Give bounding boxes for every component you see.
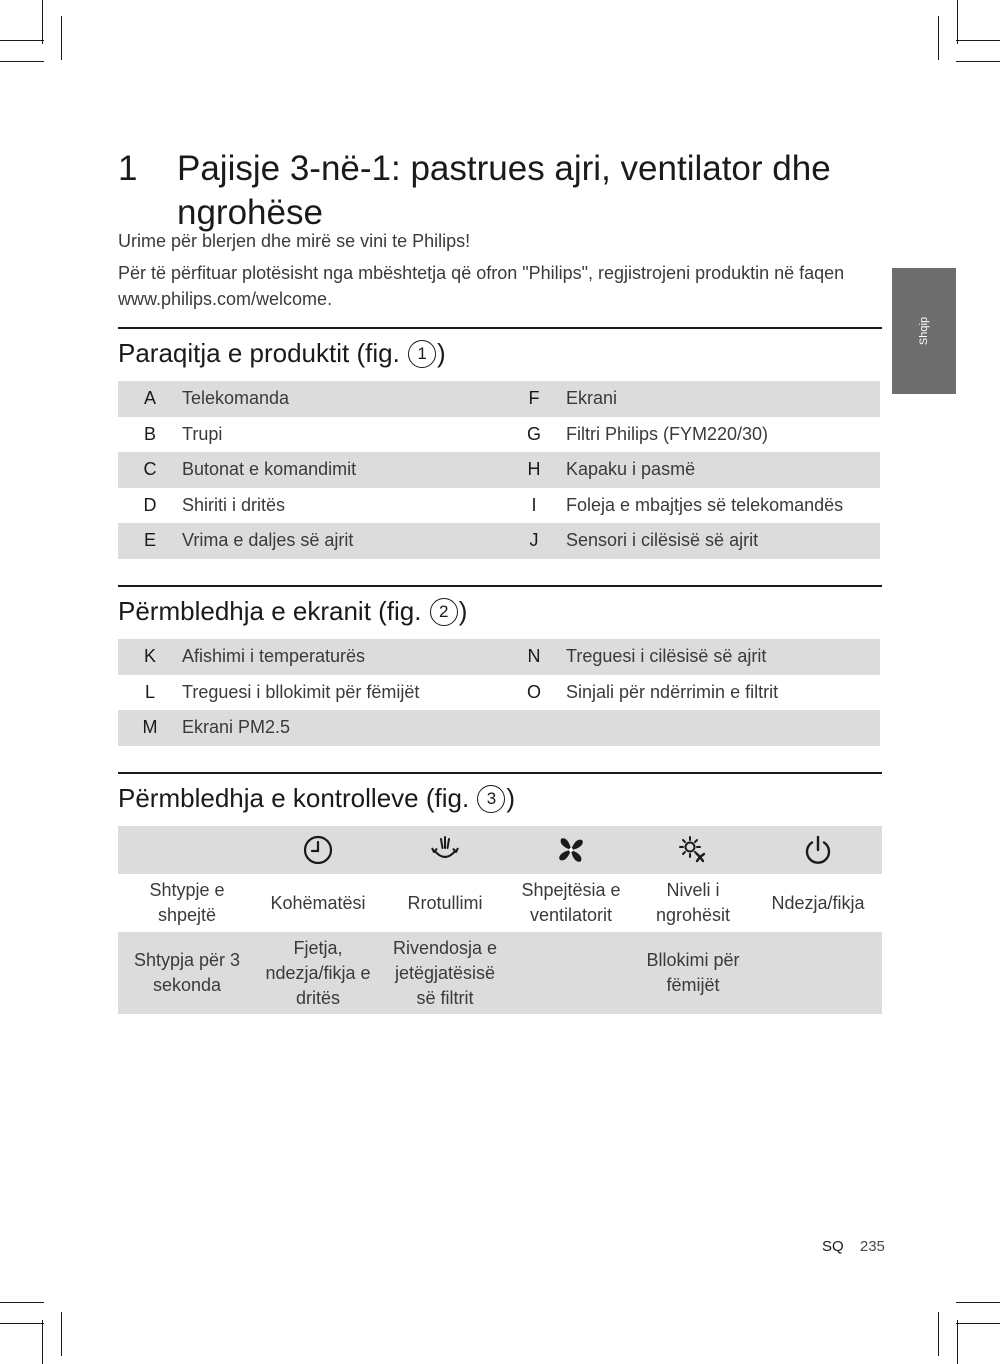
table-cell: Filtri Philips (FYM220/30): [566, 423, 769, 444]
table-cell: Përmbledhja e ekranit (fig.: [118, 596, 422, 626]
table-cell: Treguesi i cilësisë së ajrit: [566, 639, 880, 675]
footer-language: SQ: [822, 1238, 844, 1255]
table-cell: Fjetja, ndezja/fikja e dritës: [256, 932, 380, 1014]
table-cell: Përmbledhja e kontrolleve (fig.: [118, 783, 470, 813]
table-cell: Butonat e komandimit: [182, 452, 502, 488]
table-cell: Ndezja/fikja: [771, 892, 865, 913]
table-cell: J: [502, 523, 566, 559]
table-cell: O: [526, 681, 541, 702]
section-heading: Paraqitja e produktit (fig. 1 ): [118, 338, 446, 368]
fig-number: 3: [477, 785, 505, 813]
fig-number: 1: [408, 340, 436, 368]
table-cell: F: [502, 381, 566, 417]
table-cell: [510, 932, 632, 1014]
table-cell: N: [502, 639, 566, 675]
table-cell: Rrotullimi: [407, 892, 483, 913]
table-row: [118, 452, 880, 488]
crop-mark: [938, 1312, 939, 1356]
intro-line: Urime për blerjen dhe mirë se vini te Philips!: [118, 231, 471, 251]
crop-mark: [956, 61, 1000, 62]
table-cell: Rivendosja e jetëgjatësisë së filtrit: [380, 932, 510, 1014]
crop-mark: [0, 61, 44, 62]
table-cell: A: [118, 381, 182, 417]
table-cell: K: [118, 639, 182, 675]
table-row: [118, 523, 880, 559]
product-legend-table: [118, 381, 880, 559]
table-cell: Ekrani PM2.5: [182, 710, 502, 746]
table-cell: Afishimi i temperaturës: [182, 639, 502, 675]
crop-mark: [42, 1320, 43, 1364]
table-cell: Vrima e daljes së ajrit: [182, 523, 502, 559]
crop-mark: [957, 0, 958, 44]
chapter-number: 1: [118, 149, 138, 189]
table-cell: L: [144, 681, 155, 702]
table-row: [118, 381, 880, 417]
heat-icon: [677, 834, 709, 866]
fan-icon: [555, 834, 587, 866]
crop-mark: [956, 40, 1000, 41]
table-cell: Paraqitja e produktit (fig.: [118, 338, 400, 368]
section-heading: Përmbledhja e kontrolleve (fig. 3 ): [118, 783, 516, 813]
table-cell: [566, 710, 880, 746]
table-cell: Telekomanda: [182, 381, 502, 417]
table-cell: Niveli i ngrohësit: [655, 880, 731, 925]
crop-mark: [0, 1302, 44, 1303]
table-cell: Trupi: [182, 423, 223, 444]
controls-overview-section: [118, 772, 882, 1014]
crop-mark: [957, 1320, 958, 1364]
intro-line: Për të përfituar plotësisht nga mbështetja që ofron "Philips", regjistrojeni produktin në faqen www.philips.com/welcome.: [118, 263, 845, 309]
table-cell: Bllokimi për fëmijët: [632, 932, 754, 1014]
chapter-title-text: Pajisje 3-në-1: pastrues ajri, ventilator dhe ngrohëse: [177, 149, 831, 233]
crop-mark: [956, 1323, 1000, 1324]
crop-mark: [938, 16, 939, 60]
table-row: [118, 488, 880, 524]
table-row: [118, 932, 882, 1014]
table-cell: Ekrani: [566, 381, 880, 417]
page-footer: [822, 1238, 885, 1255]
crop-mark: [42, 0, 43, 44]
power-icon: [802, 834, 834, 866]
crop-mark: [956, 1302, 1000, 1303]
fig-number: 2: [430, 598, 458, 626]
table-row: [118, 675, 880, 711]
table-row: [118, 710, 880, 746]
crop-mark: [0, 40, 44, 41]
table-cell: Sensori i cilësisë së ajrit: [566, 523, 880, 559]
page-number: 235: [859, 1238, 885, 1255]
table-cell: D: [143, 494, 157, 515]
table-cell: H: [502, 452, 566, 488]
table-cell: Foleja e mbajtjes së telekomandës: [566, 494, 844, 515]
table-cell: [502, 710, 566, 746]
crop-mark: [0, 1323, 44, 1324]
row-label: Shtypja për 3 sekonda: [118, 932, 256, 1014]
table-row: [118, 826, 882, 874]
crop-mark: [61, 1312, 62, 1356]
row-label: Shtypje e shpejtë: [149, 880, 225, 925]
table-cell: Shiriti i dritës: [182, 494, 286, 515]
table-row: [118, 417, 880, 453]
display-legend-table: [118, 639, 880, 746]
table-cell: Kohëmatësi: [270, 892, 366, 913]
table-cell: B: [143, 423, 156, 444]
controls-table: [118, 826, 882, 1014]
table-cell: Sinjali për ndërrimin e filtrit: [566, 681, 779, 702]
table-cell: I: [531, 494, 537, 515]
intro-text: [118, 228, 882, 318]
table-cell: G: [526, 423, 541, 444]
table-cell: Shpejtësia e ventilatorit: [521, 880, 621, 925]
table-cell: C: [118, 452, 182, 488]
table-cell: M: [118, 710, 182, 746]
table-cell: [754, 932, 882, 1014]
table-cell: E: [118, 523, 182, 559]
swing-icon: [429, 834, 461, 866]
display-overview-section: [118, 585, 882, 746]
table-cell: Treguesi i bllokimit për fëmijët: [182, 681, 420, 702]
table-cell: Kapaku i pasmë: [566, 452, 880, 488]
product-overview-section: [118, 327, 882, 559]
section-heading: Përmbledhja e ekranit (fig. 2 ): [118, 596, 468, 626]
crop-mark: [61, 16, 62, 60]
side-tab-label: Shqip: [918, 316, 930, 346]
language-side-tab: [892, 268, 956, 394]
table-row: [118, 639, 880, 675]
table-row: [118, 874, 882, 932]
timer-icon: [302, 834, 334, 866]
